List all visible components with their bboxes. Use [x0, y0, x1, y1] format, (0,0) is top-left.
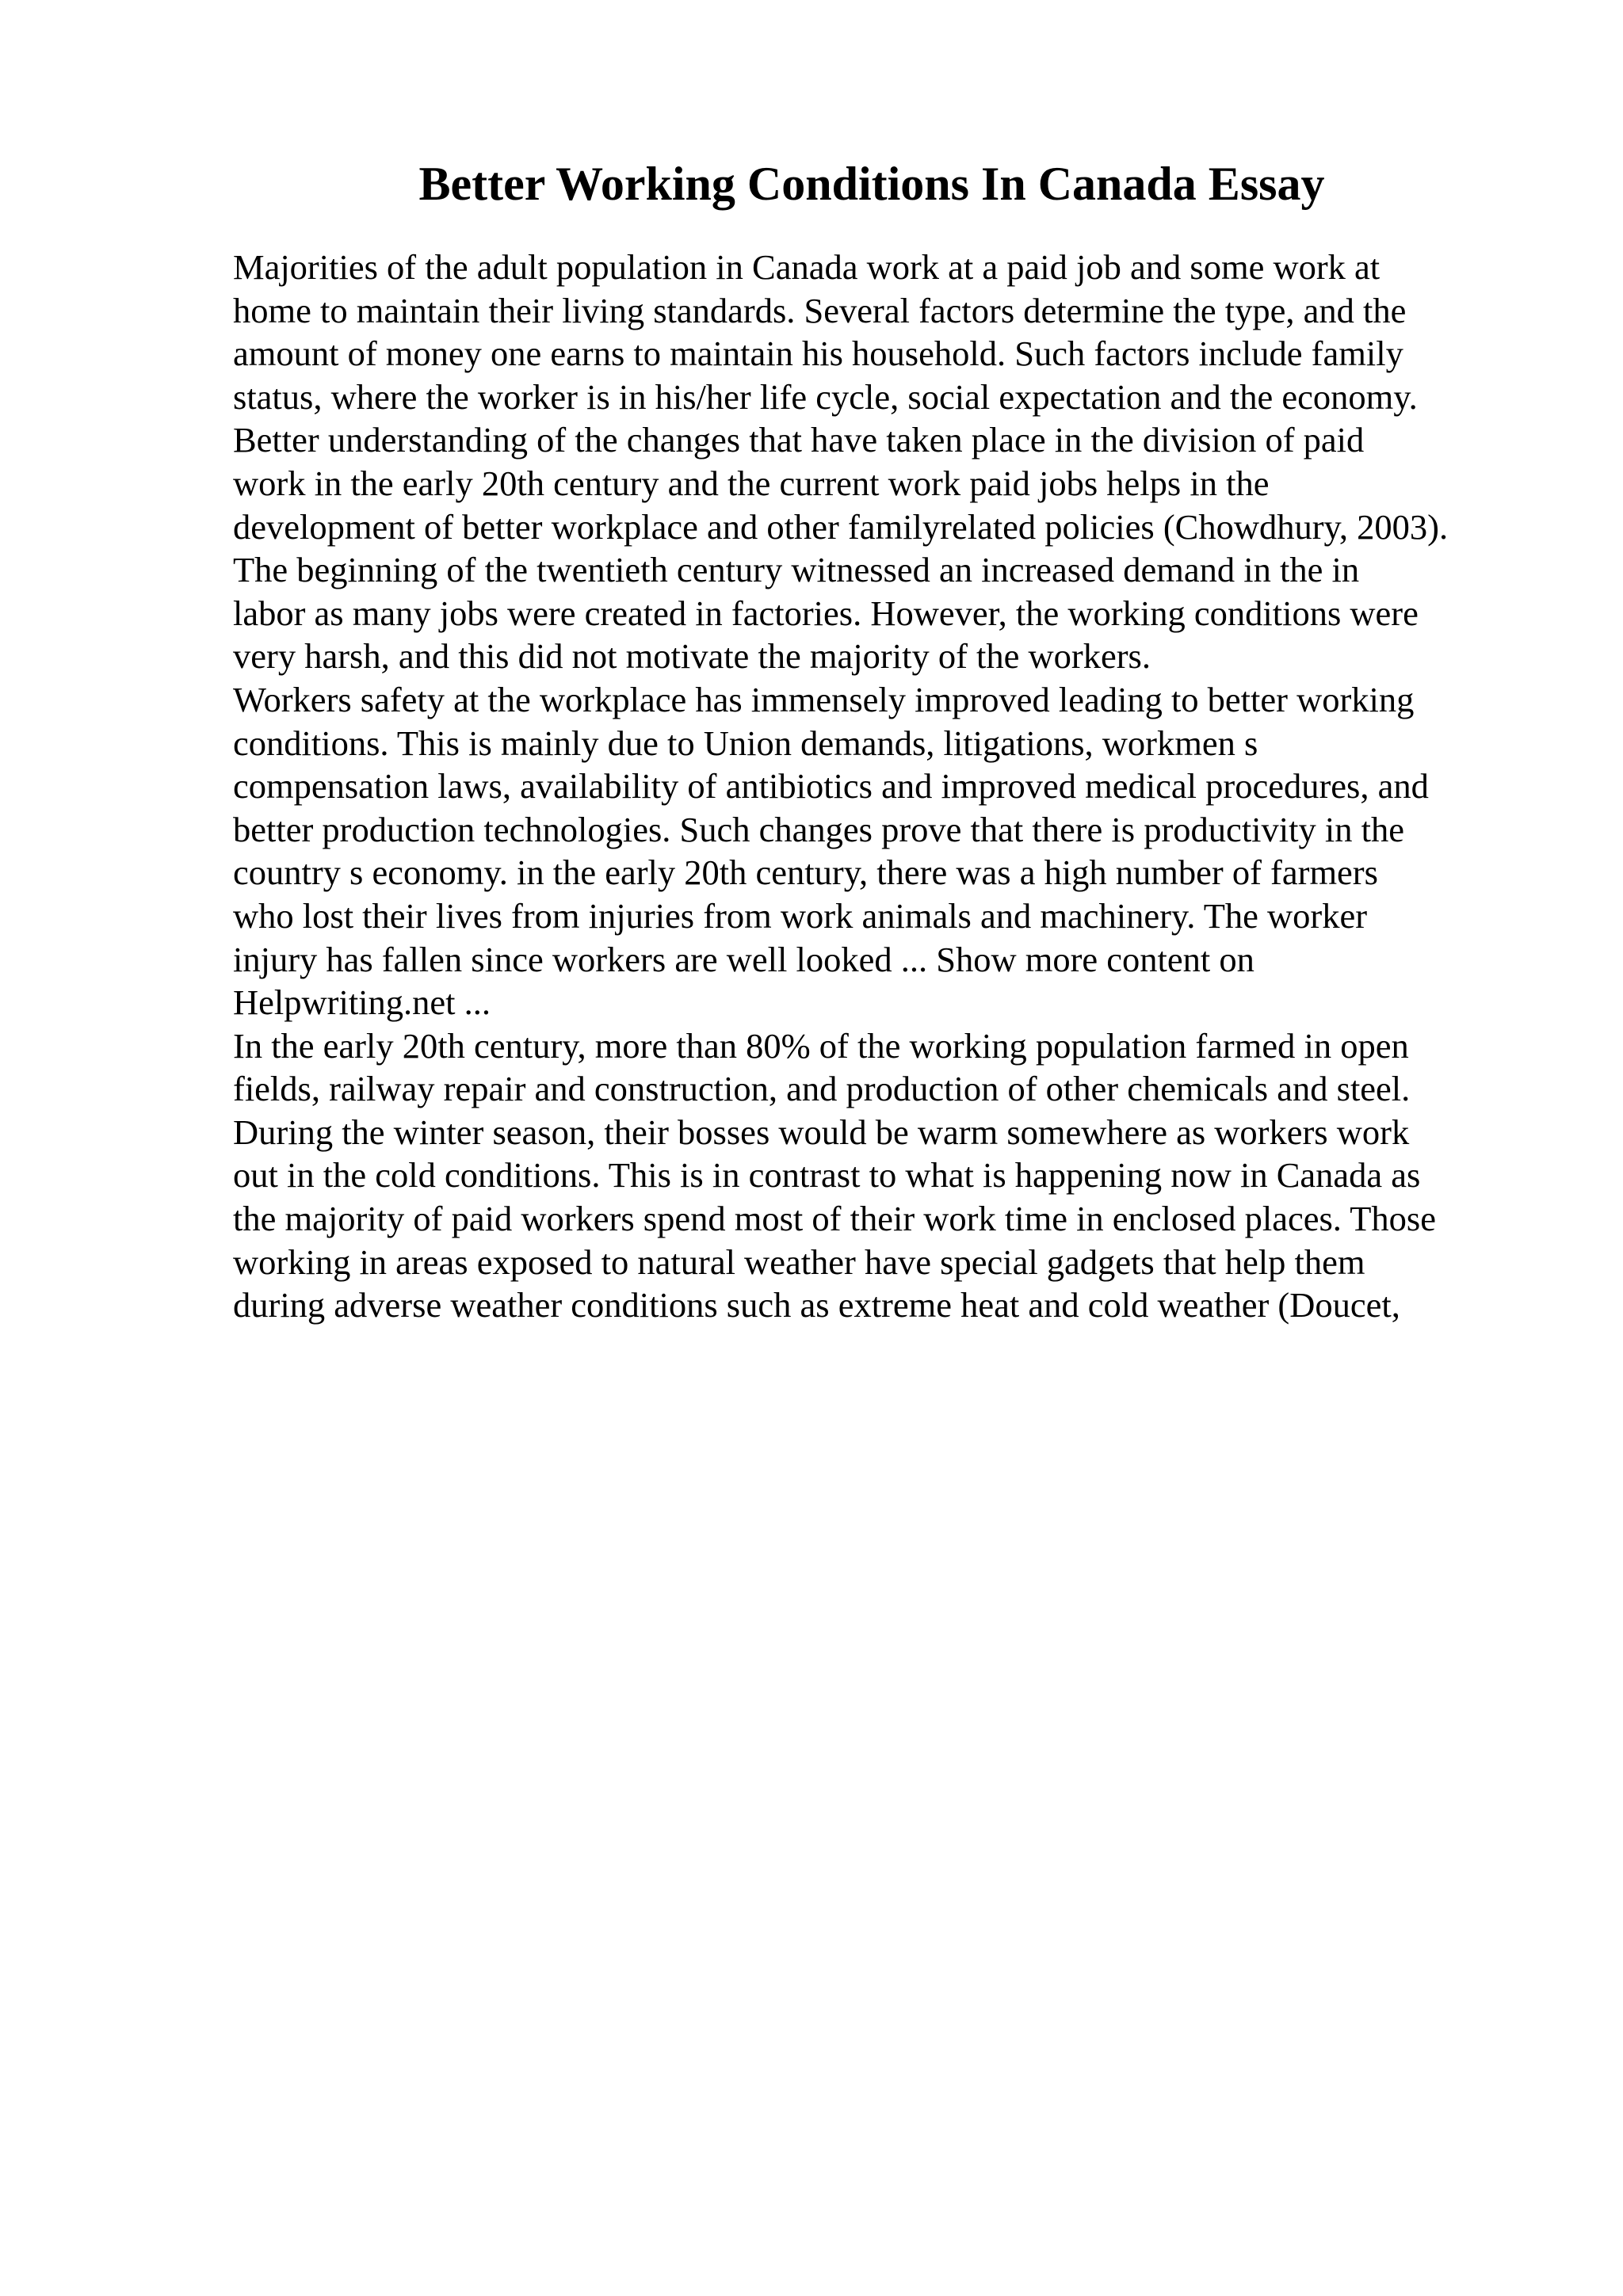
body-line: fields, railway repair and construction, and production of other chemicals and steel.	[233, 1069, 1411, 1109]
body-line: conditions. This is mainly due to Union demands, litigations, workmen s	[233, 723, 1258, 763]
body-line: injury has fallen since workers are well looked ... Show more content on	[233, 939, 1254, 979]
body-line: Helpwriting.net ...	[233, 982, 491, 1023]
body-line: country s economy. in the early 20th century, there was a high number of farmers	[233, 852, 1378, 893]
body-line: work in the early 20th century and the current work paid jobs helps in the	[233, 463, 1270, 503]
body-line: Majorities of the adult population in Canada work at a paid job and some work at	[233, 247, 1381, 287]
body-line: status, where the worker is in his/her life cycle, social expectation and the economy.	[233, 376, 1418, 417]
document-body	[233, 246, 1612, 1327]
body-line: better production technologies. Such changes prove that there is productivity in the	[233, 809, 1404, 849]
body-line: out in the cold conditions. This is in contrast to what is happening now in Canada as	[233, 1155, 1421, 1196]
body-line: home to maintain their living standards. Several factors determine the type, and the	[233, 290, 1407, 330]
body-line: During the winter season, their bosses would be warm somewhere as workers work	[233, 1112, 1410, 1152]
body-line: The beginning of the twentieth century witnessed an increased demand in the in	[233, 550, 1360, 590]
body-line: Workers safety at the workplace has immensely improved leading to better working	[233, 679, 1415, 719]
body-line: very harsh, and this did not motivate the majority of the workers.	[233, 636, 1151, 677]
body-line: during adverse weather conditions such as extreme heat and cold weather (Doucet,	[233, 1285, 1400, 1325]
body-line: the majority of paid workers spend most of their work time in enclosed places. Those	[233, 1199, 1436, 1239]
body-line: labor as many jobs were created in factories. However, the working conditions were	[233, 593, 1419, 633]
body-line: Better understanding of the changes that have taken place in the division of paid	[233, 420, 1365, 460]
body-line: working in areas exposed to natural weather have special gadgets that help them	[233, 1241, 1365, 1282]
body-line: development of better workplace and other familyrelated policies (Chowdhury, 2003).	[233, 506, 1449, 547]
body-line: who lost their lives from injuries from work animals and machinery. The worker	[233, 895, 1368, 936]
body-line: compensation laws, availability of antibiotics and improved medical procedures, and	[233, 766, 1429, 807]
body-line: amount of money one earns to maintain his household. Such factors include family	[233, 334, 1403, 374]
document-title: Better Working Conditions In Canada Essay	[418, 158, 1325, 210]
body-line: In the early 20th century, more than 80% of the working population farmed in open	[233, 1025, 1409, 1066]
